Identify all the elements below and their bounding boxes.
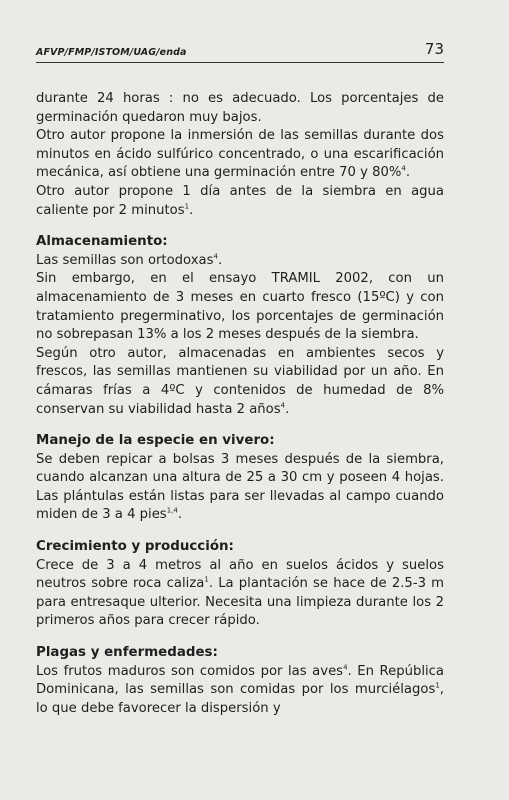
paragraph: Las semillas son ortodoxas$^4$. bbox=[36, 252, 223, 268]
footnote-ref: 4 bbox=[401, 164, 406, 173]
footnote-ref: 4 bbox=[280, 401, 286, 410]
footnote-ref: 4 bbox=[343, 663, 348, 672]
paragraph: durante 24 horas : no es adecuado. Los porcentajes de germinación quedaron muy bajos. bbox=[36, 91, 444, 125]
running-head: AFVP/FMP/ISTOM/UAG/enda bbox=[36, 47, 187, 58]
paragraph: Según otro autor, almacenadas en ambientes secos y frescos, las semillas mantienen su viabilidad por un año. En cámaras frías a 4ºC y contenidos de humedad de 8% conservan su viabilidad hasta 2 años$^4$. bbox=[36, 345, 444, 417]
paragraph: Otro autor propone la inmersión de las semillas durante dos minutos en ácido sulfúrico concentrado, o una escarificación mecánica, así obtiene una germinación entre 70 y 80%$^4$. bbox=[36, 128, 444, 181]
section-heading: Almacenamiento: bbox=[36, 234, 168, 250]
page-header bbox=[36, 40, 444, 63]
paragraph: Sin embargo, en el ensayo TRAMIL 2002, con un almacenamiento de 3 meses en cuarto fresco (15ºC) y con tratamiento pregerminativo, los porcentajes de germinación no sobrepasan 13% a los 2 meses después de la siembra. bbox=[36, 271, 444, 343]
footnote-ref: 1 bbox=[204, 575, 209, 584]
paragraph: Crece de 3 a 4 metros al año en suelos ácidos y suelos neutros sobre roca caliza$^1$. La plantación se hace de 2.5-3 m para entresaque ulterior. Necesita una limpieza durante los 2 primeros años para crecer rápido. bbox=[36, 557, 444, 629]
footnote-ref: 1,4 bbox=[166, 507, 178, 516]
page-number: 73 bbox=[424, 40, 444, 58]
footnote-ref: 1 bbox=[184, 202, 190, 211]
page-body bbox=[36, 90, 444, 718]
paragraph: Otro autor propone 1 día antes de la siembra en agua caliente por 2 minutos$^1$. bbox=[36, 183, 444, 218]
paragraph: Los frutos maduros son comidos por las aves$^4$. En República Dominicana, las semillas son comidas por los murciélagos$^1$, lo que debe favorecer la dispersión y bbox=[36, 663, 444, 716]
footnote-ref: 4 bbox=[213, 252, 218, 261]
section-heading: Plagas y enfermedades: bbox=[36, 645, 218, 661]
section-heading: Crecimiento y producción: bbox=[36, 539, 234, 555]
section-heading: Manejo de la especie en vivero: bbox=[36, 433, 275, 449]
footnote-ref: 1 bbox=[435, 681, 440, 690]
paragraph: Se deben repicar a bolsas 3 meses después de la siembra, cuando alcanzan una altura de 25 a 30 cm y poseen 4 hojas. Las plántulas están listas para ser llevadas al campo cuando miden de 3 a 4 pies$^{1,4}$. bbox=[36, 451, 444, 523]
